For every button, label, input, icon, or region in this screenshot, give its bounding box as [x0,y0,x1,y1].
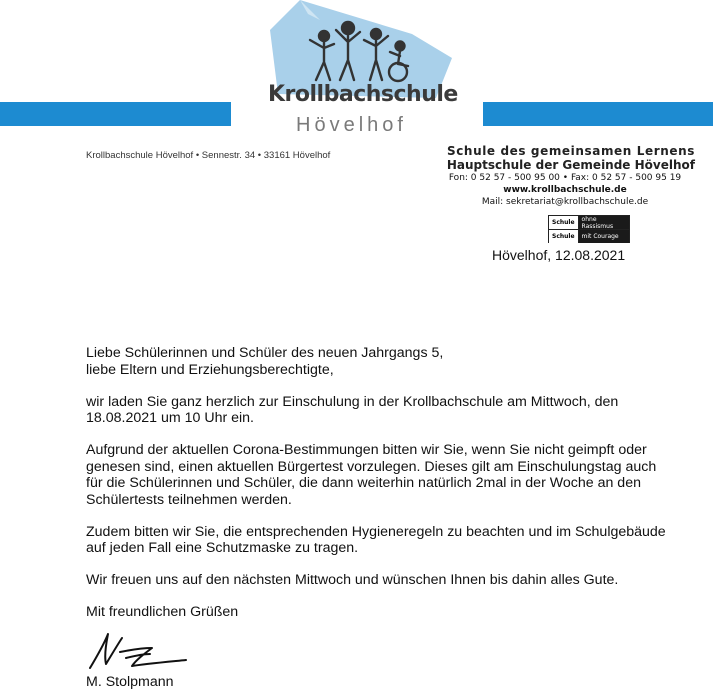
badge-row2-left: Schule [549,230,579,243]
logo-town-name: Hövelhof [296,114,407,136]
school-type: Hauptschule der Gemeinde Hövelhof [446,158,695,172]
greeting-line-2: liebe Eltern und Erziehungsberechtigte, [86,361,334,378]
phone-fax-line: Fon: 0 52 57 - 500 95 00 • Fax: 0 52 57 - 500 95 19 [448,173,682,183]
handwritten-signature [86,628,194,674]
header-band-right [483,102,713,126]
paragraph-wishes: Wir freuen uns auf den nächsten Mittwoch und wünschen Ihnen bis dahin alles Gute. [86,572,619,588]
school-tagline: Schule des gemeinsamen Lernens [446,144,695,158]
badge-row2-right: mit Courage [579,230,629,243]
signer-name: M. Stolpmann [86,674,174,690]
paragraph-invitation: wir laden Sie ganz herzlich zur Einschulung in der Krollbachschule am Mittwoch, den 18.08.2021 um 10 Uhr ein. [86,393,619,426]
schule-ohne-rassismus-badge [548,215,630,243]
paragraph-corona: Aufgrund der aktuellen Corona-Bestimmungen bitten wir Sie, wenn Sie nicht geimpft oder genesen sind, einen aktuellen Bürgertest vorzulegen. Dieses gilt am Einschulungstag auch für die Schülerinnen und Schüler, die dann weiterhin natürlich 2mal in der Woche an den Schülertests teilnehmen werden. [86,442,657,508]
badge-row1-right: ohne Rassismus [579,216,629,229]
letter-date: Hövelhof, 12.08.2021 [492,247,626,263]
letter-body [86,345,666,636]
website-link[interactable]: www.krollbachschule.de [503,185,627,195]
paragraph-hygiene: Zudem bitten wir Sie, die entsprechenden Hygieneregeln zu beachten und im Schulgebäude auf jeden Fall eine Schutzmaske zu tragen. [86,523,666,556]
school-logo [262,0,462,140]
header-band-left [0,102,231,126]
closing: Mit freundlichen Grüßen [86,604,239,620]
logo-school-name: Krollbachschule [268,82,458,107]
contact-block [435,172,695,208]
badge-row1-left: Schule [549,216,579,229]
greeting [86,345,666,378]
mail-line[interactable]: Mail: sekretariat@krollbachschule.de [481,197,649,207]
greeting-line-1: Liebe Schülerinnen und Schüler des neuen Jahrgangs 5, [86,345,444,361]
sender-address-line: Krollbachschule Hövelhof • Sennestr. 34 • 33161 Hövelhof [86,150,331,161]
school-info-block [435,144,695,172]
